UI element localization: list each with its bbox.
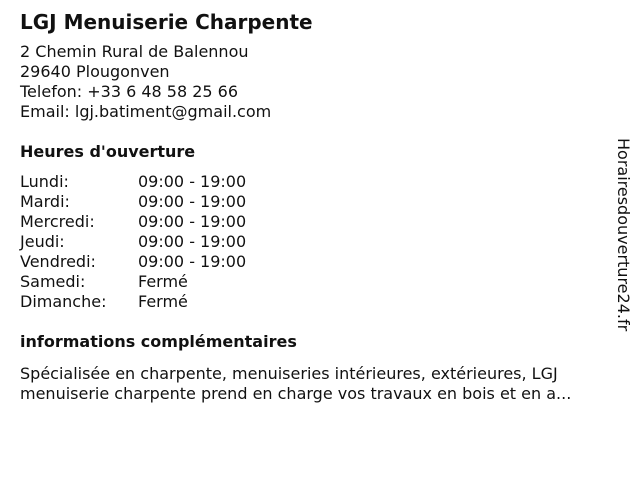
- time-value: 09:00 - 19:00: [138, 172, 247, 191]
- hours-row-monday: [20, 172, 610, 192]
- day-label: Lundi:: [20, 172, 69, 191]
- hours-row-wednesday: [20, 212, 610, 232]
- hours-row-sunday: [20, 292, 610, 312]
- site-brand-watermark: [612, 138, 634, 348]
- day-label: Dimanche:: [20, 292, 107, 311]
- hours-heading: Heures d'ouverture: [20, 142, 196, 161]
- site-brand-text: Horairesdouverture24.fr: [614, 138, 633, 332]
- phone-number: Telefon: +33 6 48 58 25 66: [20, 82, 239, 101]
- hours-row-thursday: [20, 232, 610, 252]
- business-description: [20, 364, 610, 404]
- day-label: Samedi:: [20, 272, 86, 291]
- business-card: [20, 8, 610, 404]
- day-label: Mercredi:: [20, 212, 95, 231]
- business-name: LGJ Menuiserie Charpente: [20, 10, 313, 34]
- description-line: menuiserie charpente prend en charge vos travaux en bois et en a...: [20, 384, 572, 403]
- address-city: 29640 Plougonven: [20, 62, 170, 81]
- email-address: Email: lgj.batiment@gmail.com: [20, 102, 272, 121]
- address-street: 2 Chemin Rural de Balennou: [20, 42, 249, 61]
- opening-hours-list: [20, 172, 610, 312]
- time-value: 09:00 - 19:00: [138, 212, 247, 231]
- time-value: Fermé: [138, 272, 188, 291]
- info-heading: informations complémentaires: [20, 332, 297, 351]
- time-value: Fermé: [138, 292, 188, 311]
- hours-row-friday: [20, 252, 610, 272]
- day-label: Mardi:: [20, 192, 70, 211]
- day-label: Jeudi:: [20, 232, 65, 251]
- time-value: 09:00 - 19:00: [138, 192, 247, 211]
- hours-row-tuesday: [20, 192, 610, 212]
- description-line: Spécialisée en charpente, menuiseries intérieures, extérieures, LGJ: [20, 364, 558, 383]
- hours-row-saturday: [20, 272, 610, 292]
- day-label: Vendredi:: [20, 252, 96, 271]
- contact-block: [20, 42, 610, 122]
- time-value: 09:00 - 19:00: [138, 252, 247, 271]
- time-value: 09:00 - 19:00: [138, 232, 247, 251]
